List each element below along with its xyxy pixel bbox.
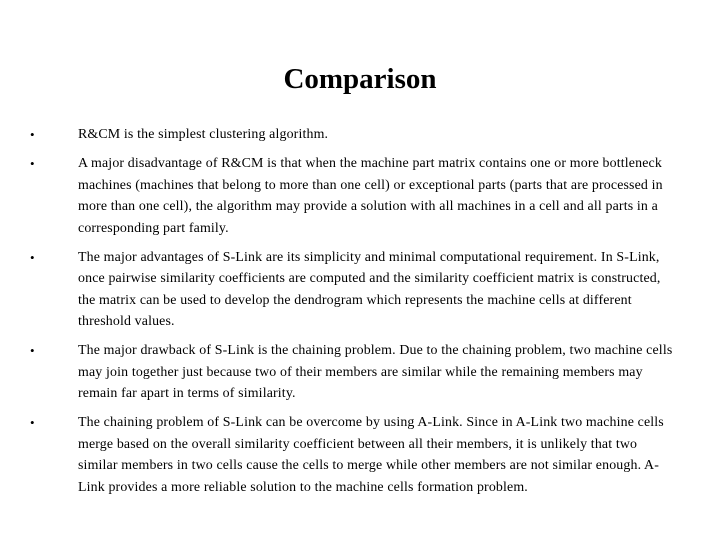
bullet-list — [30, 124, 680, 506]
bullet-text: The major advantages of S-Link are its simplicity and minimal computational requirement. In S-Link, once pairwise similarity coefficients are computed and the similarity coefficient matrix is constructed, the matrix can be used to develop the dendrogram which represents the machine cells at different threshold values. — [78, 249, 661, 330]
bullet-item-rcm-simplest — [30, 124, 680, 146]
bullet-item-alink-solution — [30, 412, 680, 498]
bullet-text: The major drawback of S-Link is the chaining problem. Due to the chaining problem, two machine cells may join together just because two of their members are similar while the remaining members may remain far apart in terms of similarity. — [78, 343, 673, 402]
bullet-item-slink-drawback — [30, 340, 680, 405]
bullet-text: The chaining problem of S-Link can be overcome by using A-Link. Since in A-Link two machine cells merge based on the overall similarity coefficient between all their members, it is unlikely that two similar members in two cells cause the cells to merge while other members are not similar enough. A-Link provides a more reliable solution to the machine cells formation problem. — [78, 415, 664, 495]
bullet-icon: • — [30, 249, 35, 265]
bullet-item-slink-advantages — [30, 247, 680, 333]
slide-title: Comparison — [283, 63, 437, 95]
bullet-icon: • — [30, 127, 35, 142]
bullet-text: R&CM is the simplest clustering algorithm. — [78, 127, 329, 142]
bullet-icon: • — [30, 415, 35, 431]
bullet-icon: • — [30, 343, 35, 359]
bullet-item-rcm-disadvantage — [30, 153, 680, 239]
bullet-text: A major disadvantage of R&CM is that when the machine part matrix contains one or more bottleneck machines (machines that belong to more than one cell) or exceptional parts (parts that are processed in more than one cell), the algorithm may provide a solution with all machines in a cell and all parts in a corresponding part family. — [78, 156, 663, 236]
bullet-icon: • — [30, 156, 35, 172]
